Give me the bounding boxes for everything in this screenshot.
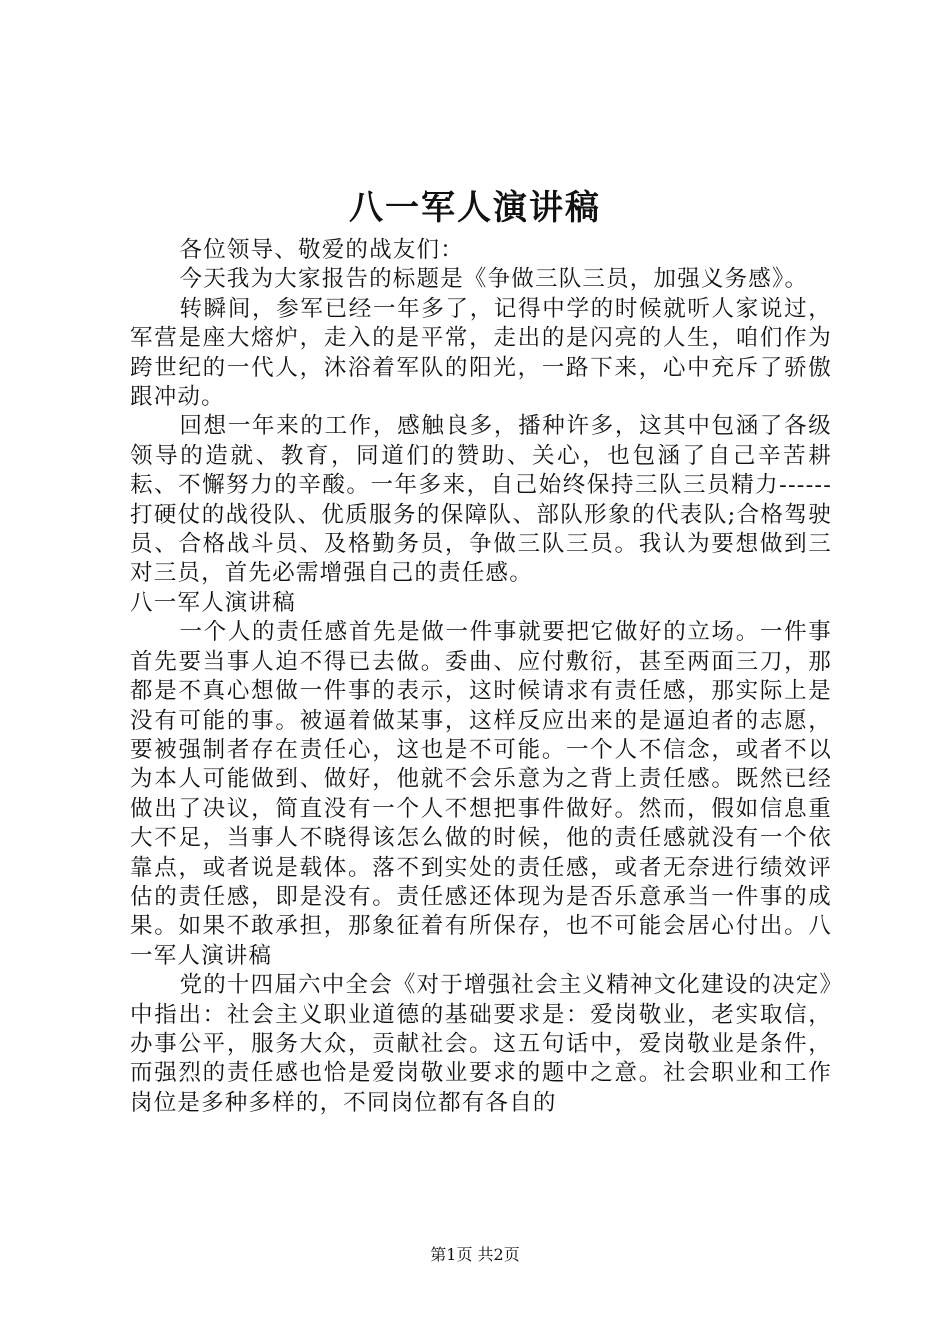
paragraph-topic: 今天我为大家报告的标题是《争做三队三员，加强义务感》。	[179, 266, 809, 293]
paragraph-inline-title: 八一军人演讲稿	[130, 589, 296, 616]
document-title: 八一军人演讲稿	[349, 188, 601, 228]
paragraph-intro: 转瞬间，参军已经一年多了，记得中学的时候就听人家说过，军营是座大熔炉，走入的是平常，走出的是闪亮的人生，咱们作为跨世纪的一代人，沐浴着军队的阳光，一路下来，心中充斥了骄傲跟冲动。	[130, 295, 832, 411]
paragraph-party-decision: 党的十四届六中全会《对于增强社会主义精神文化建设的决定》中指出：社会主义职业道德的基础要求是：爱岗敬业，老实取信，办事公平，服务大众，贡献社会。这五句话中，爱岗敬业是条件，而强烈的责任感也恰是爱岗敬业要求的题中之意。社会职业和工作岗位是多种多样的，不同岗位都有各自的	[130, 972, 832, 1116]
page-footer: 第1页 共2页	[430, 1245, 520, 1264]
document-body	[130, 236, 832, 1118]
paragraph-reflection: 回想一年来的工作，感触良多，播种许多，这其中包涵了各级领导的造就、教育，同道们的赞助、关心，也包涵了自己辛苦耕耘、不懈努力的辛酸。一年多来，自己始终保持三队三员精力------打硬仗的战役队、优质服务的保障队、部队形象的代表队;合格驾驶员、合格战斗员、及格勤务员，争做三队三员。我认为要想做到三对三员，首先必需增强自己的责任感。	[130, 413, 832, 587]
paragraph-greeting: 各位领导、敬爱的战友们：	[179, 237, 464, 263]
paragraph-responsibility: 一个人的责任感首先是做一件事就要把它做好的立场。一件事首先要当事人迫不得已去做。委曲、应付敷衍，甚至两面三刀，那都是不真心想做一件事的表示，这时候请求有责任感，那实际上是没有可能的事。被逼着做某事，这样反应出来的是逼迫者的志愿，要被强制者存在责任心，这也是不可能。一个人不信念，或者不以为本人可能做到、做好，他就不会乐意为之背上责任感。既然已经做出了决议，简直没有一个人不想把事件做好。然而，假如信息重大不足，当事人不晓得该怎么做的时候，他的责任感就没有一个依靠点，或者说是载体。落不到实处的责任感，或者无奈进行绩效评估的责任感，即是没有。责任感还体现为是否乐意承当一件事的成果。如果不敢承担，那象征着有所保存，也不可能会居心付出。八一军人演讲稿	[130, 619, 832, 969]
